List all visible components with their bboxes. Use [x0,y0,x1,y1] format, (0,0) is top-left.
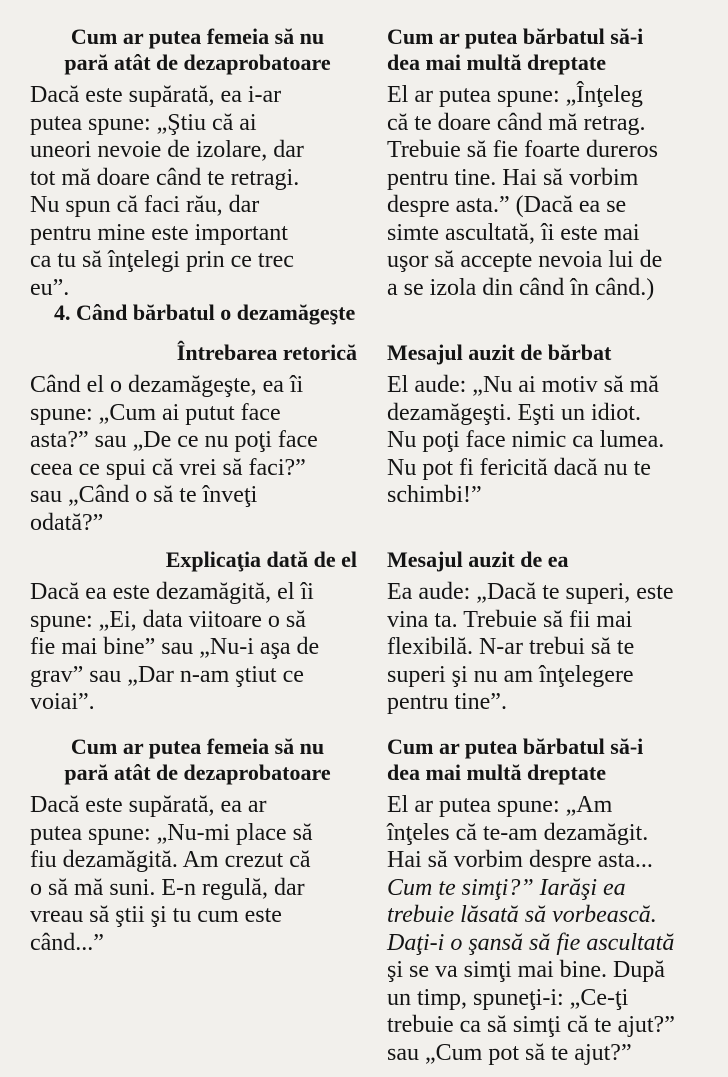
text-line: ca tu să înţelegi prin ce trec [30,247,294,273]
column-heading [30,24,365,76]
text-line: un timp, spuneţi-i: „Ce-ţi [387,984,629,1011]
text-line: uneori nevoie de izolare, dar [30,137,304,163]
heading-line: Mesajul auzit de ea [387,547,569,572]
text-line: Nu pot fi fericită dacă nu te [387,454,651,481]
text-line: despre asta.” (Dacă ea se [387,192,627,218]
left-column [30,340,375,537]
italic-text: trebuie lăsată să vorbească. [387,902,657,928]
column-heading [387,24,720,76]
text-line: ceea ce spui că vrei să faci?” [30,454,306,481]
text-line: simte ascultată, îi este mai [387,219,640,246]
text-line: superi şi nu am înţelegere [387,661,634,688]
text-line: flexibilă. N-ar trebui să te [387,634,635,660]
left-column [30,547,375,717]
column-text [387,82,720,302]
column-text [30,82,365,302]
text-line: sau „Cum pot să te ajut?” [387,1039,632,1066]
text-line: Nu poţi face nimic ca lumea. [387,427,665,453]
column-heading [30,340,365,366]
right-column [375,547,720,717]
text-line: voiai”. [30,689,95,715]
text-line: El aude: „Nu ai motiv să mă [387,372,659,398]
heading-line: Explicaţia dată de el [165,547,357,572]
text-line: Nu spun că faci rău, dar [30,192,260,218]
text-line: o să mă suni. E-n regulă, dar [30,874,305,901]
column-heading [387,547,720,573]
text-line: Dacă ea este dezamăgită, el îi [30,579,314,605]
text-line: Hai să vorbim despre asta... [387,847,653,873]
column-text [30,792,365,957]
heading-line: Cum ar putea femeia să nu [70,734,325,759]
text-line: şi se va simţi mai bine. După [387,957,665,983]
column-heading [387,340,720,366]
text-line: dezamăgeşti. Eşti un idiot. [387,399,641,426]
heading-line: Întrebarea retorică [176,340,357,365]
heading-line: Cum ar putea femeia să nu [70,24,325,49]
text-line: putea spune: „Ştiu că ai [30,109,257,136]
text-line-italic [387,902,720,930]
text-line-italic [387,875,720,903]
text-line: când...” [30,929,104,956]
text-line: Dacă este supărată, ea ar [30,792,267,818]
comparison-block-3 [30,547,720,717]
text-line: El ar putea spune: „Înţeleg [387,82,643,108]
text-line: spune: „Cum ai putut face [30,399,281,426]
text-line: sau „Când o să te înveţi [30,482,258,508]
right-column [375,24,720,302]
heading-line: pară atât de dezaprobatoare [64,50,331,75]
text-line: putea spune: „Nu-mi place să [30,819,313,846]
text-line: trebuie ca să simţi că te ajut?” [387,1012,675,1038]
column-text [30,579,365,717]
text-line: Dacă este supărată, ea i-ar [30,82,282,108]
heading-line: dea mai multă dreptate [387,50,606,75]
text-line: pentru tine”. [387,689,507,715]
text-line-italic [387,930,720,958]
text-line: grav” sau „Dar n-am ştiut ce [30,661,304,688]
italic-text: Cum te simţi?” Iarăşi ea [387,874,626,901]
column-text [387,792,720,1067]
text-line: fie mai bine” sau „Nu-i aşa de [30,634,320,660]
heading-line: Cum ar putea bărbatul să-i [387,24,644,49]
text-line: asta?” sau „De ce nu poţi face [30,427,318,453]
text-line: vina ta. Trebuie să fii mai [387,606,633,633]
column-text [387,372,720,510]
heading-line: dea mai multă dreptate [387,760,606,785]
column-heading [30,734,365,786]
column-heading [387,734,720,786]
text-line: odată?” [30,509,104,536]
column-text [387,579,720,717]
text-line: că te doare când mă retrag. [387,109,646,136]
left-column [30,24,375,302]
text-line: a se izola din când în când.) [387,274,655,301]
heading-line: Cum ar putea bărbatul să-i [387,734,644,759]
text-line: schimbi!” [387,482,482,508]
text-line: tot mă doare când te retragi. [30,164,300,191]
text-line: pentru mine este important [30,219,288,246]
text-line: eu”. [30,274,70,301]
text-line: Când el o dezamăgeşte, ea îi [30,372,304,398]
comparison-block-1 [30,24,720,302]
right-column [375,340,720,537]
text-line: vreau să ştii şi tu cum este [30,902,282,928]
comparison-block-4 [30,734,720,1067]
text-line: pentru tine. Hai să vorbim [387,164,639,191]
text-line: fiu dezamăgită. Am crezut că [30,847,311,873]
column-text [30,372,365,537]
right-column [375,734,720,1067]
italic-text: Daţi-i o şansă să fie ascultată [387,929,675,956]
text-line: Trebuie să fie foarte dureros [387,137,659,163]
text-line: uşor să accepte nevoia lui de [387,247,663,273]
text-line: Ea aude: „Dacă te superi, este [387,579,674,605]
section-title: 4. Când bărbatul o dezamăgeşte [54,300,356,325]
heading-line: Mesajul auzit de bărbat [387,340,612,365]
column-heading [30,547,365,573]
comparison-block-2 [30,340,720,537]
text-line: spune: „Ei, data viitoare o să [30,606,306,633]
text-line: înţeles că te-am dezamăgit. [387,819,649,846]
left-column [30,734,375,1067]
heading-line: pară atât de dezaprobatoare [64,760,331,785]
text-line: El ar putea spune: „Am [387,792,613,818]
